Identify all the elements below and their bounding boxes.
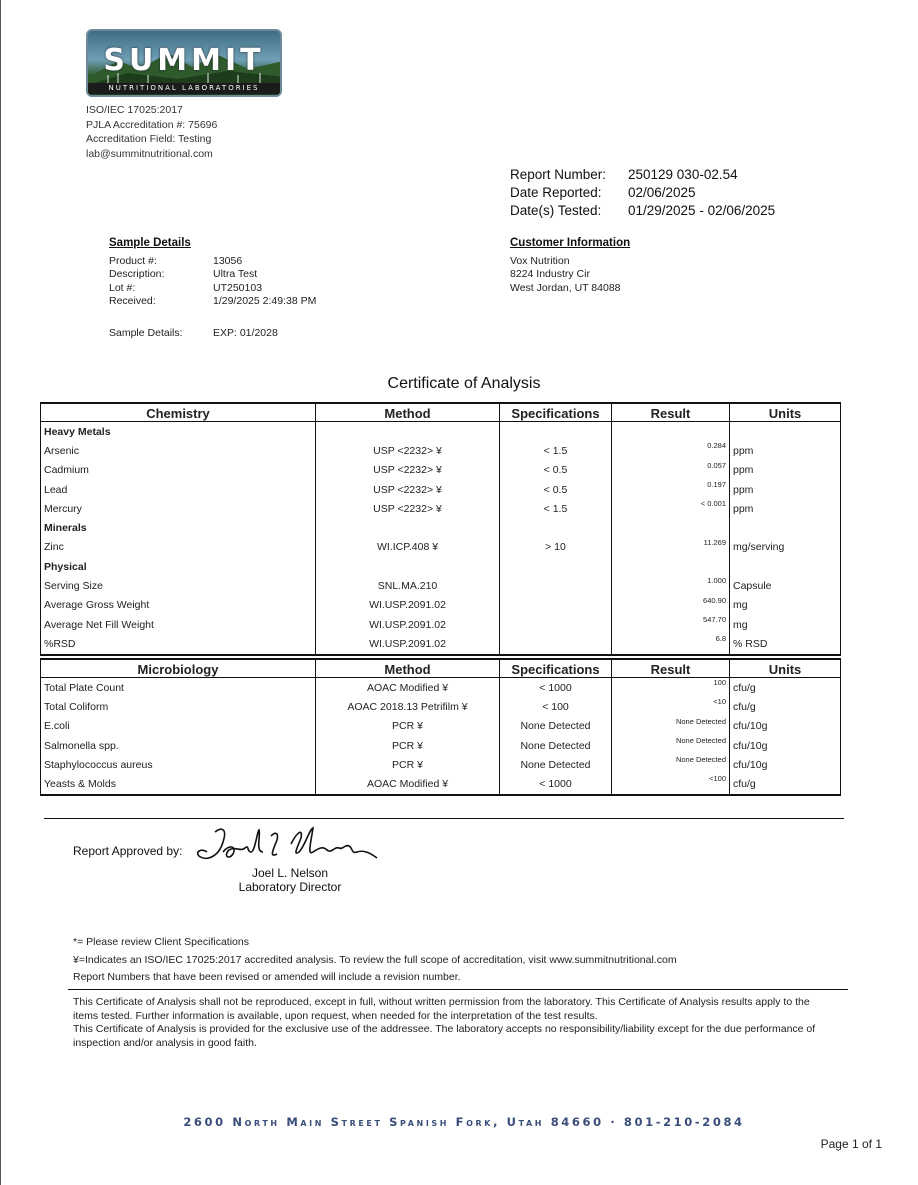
test-unit: mg/serving [730, 538, 841, 557]
signer-name: Joel L. Nelson [251, 866, 329, 880]
col-header-specifications: Specifications [500, 659, 612, 678]
table-row [41, 678, 841, 698]
test-method: WI.USP.2091.02 [316, 634, 500, 654]
test-unit: cfu/10g [730, 717, 841, 736]
empty-cell [316, 422, 500, 442]
empty-cell [730, 422, 841, 442]
test-name: Staphylococcus aureus [41, 755, 316, 774]
empty-cell [730, 518, 841, 537]
table-row [41, 736, 841, 755]
test-method: USP <2232> ¥ [316, 441, 500, 460]
test-unit: cfu/g [730, 697, 841, 716]
test-name: Average Net Fill Weight [41, 615, 316, 634]
note-accredited: ¥=Indicates an ISO/IEC 17025:2017 accredited analysis. To review the full scope of accreditation, visit www.summitnutritional.com [73, 953, 677, 966]
report-number: 250129 030-02.54 [628, 167, 738, 182]
empty-cell [316, 518, 500, 537]
customer-address-1: 8224 Industry Cir [510, 268, 590, 280]
table-row [41, 634, 841, 654]
empty-cell [500, 557, 612, 576]
sample-details [109, 237, 316, 340]
test-result: 640.90 [612, 596, 730, 615]
test-method: WI.USP.2091.02 [316, 596, 500, 615]
test-specification: < 1.5 [500, 441, 612, 460]
test-result: 547.70 [612, 615, 730, 634]
test-unit: % RSD [730, 634, 841, 654]
signer [210, 866, 370, 894]
logo-title: SUMMIT [103, 43, 265, 78]
note-client-specs: *= Please review Client Specifications [73, 936, 249, 948]
description-label: Description: [109, 268, 165, 280]
table-row [41, 441, 841, 460]
disclaimer [73, 996, 833, 1050]
test-result: 0.057 [612, 461, 730, 480]
table-row [41, 755, 841, 774]
test-name: Lead [41, 480, 316, 499]
test-unit: ppm [730, 461, 841, 480]
test-method: AOAC Modified ¥ [316, 678, 500, 698]
test-unit: cfu/g [730, 774, 841, 794]
col-header-units: Units [730, 403, 841, 422]
test-specification: < 1000 [500, 678, 612, 698]
col-header-method: Method [316, 403, 500, 422]
category-row [41, 518, 841, 537]
col-header-specifications: Specifications [500, 403, 612, 422]
product-label: Product #: [109, 254, 157, 267]
table-row [41, 697, 841, 716]
empty-cell [500, 422, 612, 442]
table-row [41, 576, 841, 595]
test-method: USP <2232> ¥ [316, 480, 500, 499]
test-result: <10 [612, 697, 730, 716]
test-specification: > 10 [500, 538, 612, 557]
test-name: %RSD [41, 634, 316, 654]
test-specification: < 0.5 [500, 461, 612, 480]
category-label: Minerals [41, 518, 316, 537]
category-row [41, 557, 841, 576]
test-result: <100 [612, 774, 730, 794]
certificate-title: Certificate of Analysis [387, 375, 541, 392]
disclaimer-liability: This Certificate of Analysis is provided for the exclusive use of the addressee. The laboratory accepts no responsibility/liability except for the due performance of inspection and/or analysis in good faith. [73, 1023, 816, 1049]
approved-by-label: Report Approved by: [73, 844, 183, 858]
report-number-label: Report Number: [510, 167, 607, 182]
signer-title: Laboratory Director [238, 880, 342, 894]
signature-image [193, 822, 383, 872]
test-result: None Detected [612, 717, 730, 736]
test-unit: ppm [730, 480, 841, 499]
divider [44, 818, 844, 819]
empty-cell [612, 518, 730, 537]
test-specification [500, 596, 612, 615]
table-row [41, 499, 841, 518]
test-result: 100 [612, 678, 730, 698]
test-method: WI.ICP.408 ¥ [316, 538, 500, 557]
table-row [41, 480, 841, 499]
test-name: Zinc [41, 538, 316, 557]
test-unit: cfu/g [730, 678, 841, 698]
date-reported: 02/06/2025 [628, 185, 696, 200]
received-label: Received: [109, 295, 156, 307]
col-header-result: Result [612, 403, 730, 422]
test-method: AOAC Modified ¥ [316, 774, 500, 794]
notes [73, 934, 677, 987]
empty-cell [730, 557, 841, 576]
test-unit: mg [730, 596, 841, 615]
table-row [41, 596, 841, 615]
col-header-chemistry: Chemistry [41, 403, 316, 422]
test-name: Total Coliform [41, 697, 316, 716]
table-row [41, 615, 841, 634]
test-result: 11.269 [612, 538, 730, 557]
microbiology-table [40, 658, 841, 796]
test-name: Average Gross Weight [41, 596, 316, 615]
lot-number: UT250103 [213, 281, 263, 294]
test-method: USP <2232> ¥ [316, 461, 500, 480]
col-header-result: Result [612, 659, 730, 678]
test-specification: < 0.5 [500, 480, 612, 499]
date-reported-label: Date Reported: [510, 185, 602, 200]
category-row [41, 422, 841, 442]
expiry: EXP: 01/2028 [213, 326, 278, 339]
footer-address: 2600 North Main Street Spanish Fork, Utah 84660 · 801-210-2084 [183, 1115, 745, 1129]
test-method: PCR ¥ [316, 755, 500, 774]
test-result: 0.284 [612, 441, 730, 460]
test-method: USP <2232> ¥ [316, 499, 500, 518]
test-method: AOAC 2018.13 Petrifilm ¥ [316, 697, 500, 716]
page-number: Page 1 of 1 [820, 1137, 882, 1151]
test-name: Arsenic [41, 441, 316, 460]
test-name: Total Plate Count [41, 678, 316, 698]
accreditation-line: PJLA Accreditation #: 75696 [86, 118, 218, 131]
dates-tested-label: Date(s) Tested: [510, 203, 602, 218]
test-name: Mercury [41, 499, 316, 518]
customer-name: Vox Nutrition [510, 254, 570, 267]
customer-heading: Customer Information [510, 237, 631, 249]
empty-cell [500, 518, 612, 537]
customer-information [510, 237, 630, 295]
empty-cell [316, 557, 500, 576]
accreditation-block [86, 103, 217, 161]
category-label: Physical [41, 557, 316, 576]
test-result: None Detected [612, 755, 730, 774]
test-specification: None Detected [500, 736, 612, 755]
test-name: Yeasts & Molds [41, 774, 316, 794]
table-row [41, 774, 841, 794]
test-unit: mg [730, 615, 841, 634]
test-specification: < 100 [500, 697, 612, 716]
test-method: WI.USP.2091.02 [316, 615, 500, 634]
product-number: 13056 [213, 254, 243, 267]
chemistry-table [40, 402, 841, 656]
disclaimer-reproduction: This Certificate of Analysis shall not be reproduced, except in full, without written permission from the laboratory. This Certificate of Analysis results apply to the items tested. Further information is available, upon request, when needed for the interpretation of the test results. [73, 996, 810, 1022]
lab-email: lab@summitnutritional.com [86, 147, 213, 160]
col-header-microbiology: Microbiology [41, 659, 316, 678]
accreditation-line: ISO/IEC 17025:2017 [86, 104, 183, 116]
sample-details-label: Sample Details: [109, 326, 183, 339]
test-method: PCR ¥ [316, 736, 500, 755]
test-result: 1.000 [612, 576, 730, 595]
summit-logo [86, 29, 282, 97]
test-specification: None Detected [500, 755, 612, 774]
test-specification: < 1.5 [500, 499, 612, 518]
test-specification [500, 634, 612, 654]
test-result: < 0.001 [612, 499, 730, 518]
description: Ultra Test [213, 268, 258, 280]
test-unit: ppm [730, 499, 841, 518]
page-left-border [0, 0, 1, 1185]
test-method: SNL.MA.210 [316, 576, 500, 595]
dates-tested: 01/29/2025 - 02/06/2025 [628, 203, 776, 218]
test-name: E.coli [41, 717, 316, 736]
col-header-units: Units [730, 659, 841, 678]
table-row [41, 538, 841, 557]
empty-cell [612, 557, 730, 576]
sample-details-heading: Sample Details [109, 237, 191, 249]
test-unit: cfu/10g [730, 736, 841, 755]
test-result: 0.197 [612, 480, 730, 499]
note-revisions: Report Numbers that have been revised or amended will include a revision number. [73, 971, 461, 983]
received-date: 1/29/2025 2:49:38 PM [213, 295, 317, 307]
test-result: None Detected [612, 736, 730, 755]
report-info [510, 166, 775, 220]
customer-address-2: West Jordan, UT 84088 [510, 281, 621, 294]
test-unit: Capsule [730, 576, 841, 595]
test-unit: ppm [730, 441, 841, 460]
test-specification [500, 576, 612, 595]
test-specification: None Detected [500, 717, 612, 736]
test-name: Cadmium [41, 461, 316, 480]
col-header-method: Method [316, 659, 500, 678]
test-name: Serving Size [41, 576, 316, 595]
lot-label: Lot #: [109, 281, 136, 294]
category-label: Heavy Metals [41, 422, 316, 442]
test-method: PCR ¥ [316, 717, 500, 736]
table-row [41, 717, 841, 736]
empty-cell [612, 422, 730, 442]
accreditation-line: Accreditation Field: Testing [86, 133, 212, 145]
divider [68, 989, 848, 990]
test-specification [500, 615, 612, 634]
logo-subtitle: NUTRITIONAL LABORATORIES [88, 83, 280, 94]
test-name: Salmonella spp. [41, 736, 316, 755]
table-row [41, 461, 841, 480]
test-result: 6.8 [612, 634, 730, 654]
test-specification: < 1000 [500, 774, 612, 794]
test-unit: cfu/10g [730, 755, 841, 774]
